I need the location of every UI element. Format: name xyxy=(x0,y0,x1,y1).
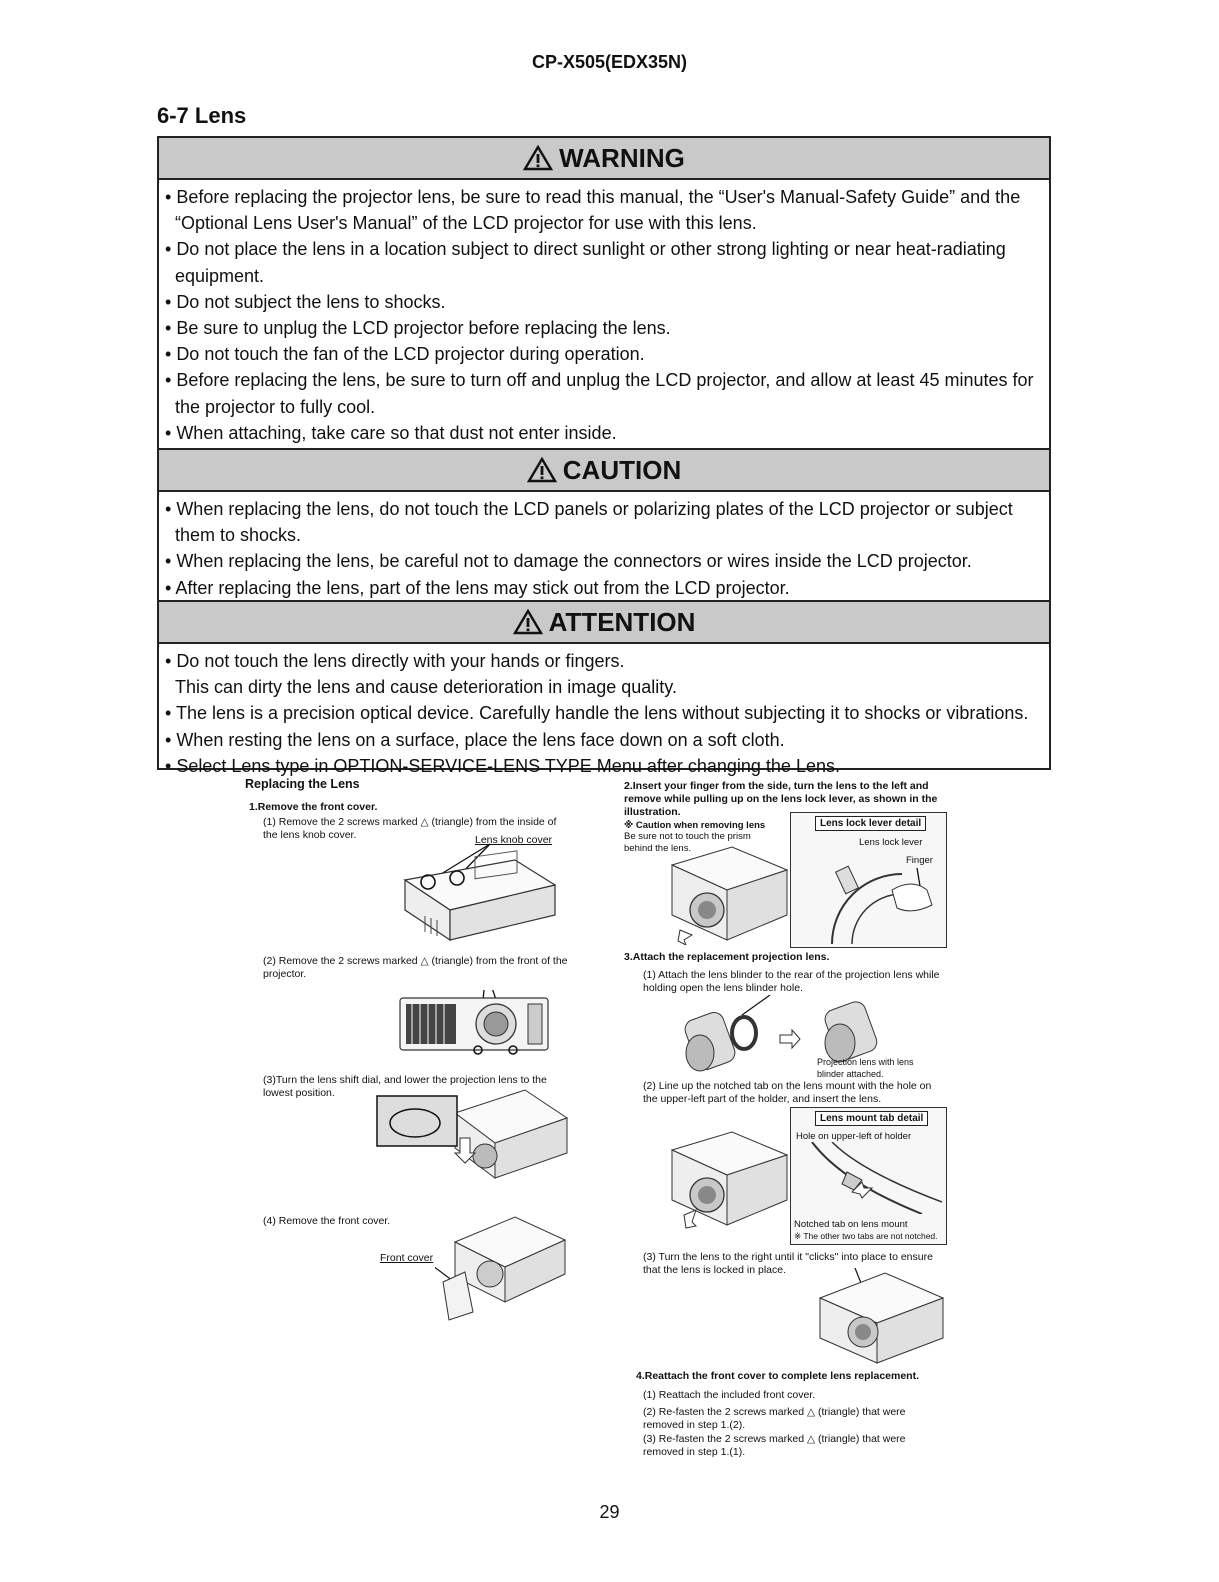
warning-title: WARNING xyxy=(559,143,685,173)
warning-item: • Before replacing the lens, be sure to turn off and unplug the LCD projector, and allow at least 45 minutes for the projector to fully cool. xyxy=(165,367,1043,419)
warning-item: • Do not touch the fan of the LCD projector during operation. xyxy=(165,341,1043,367)
caution-header xyxy=(159,448,1049,492)
lens-lock-detail-tag: Lens lock lever detail xyxy=(815,816,926,831)
step-4-1-text: (1) Reattach the included front cover. xyxy=(643,1389,816,1401)
warning-header xyxy=(159,138,1049,180)
step-1-3-text: (3)Turn the lens shift dial, and lower the projection lens to the lowest position. xyxy=(263,1074,547,1099)
attention-triangle-icon xyxy=(513,609,543,635)
attention-list xyxy=(159,644,1049,781)
step-3-heading: 3.Attach the replacement projection lens. xyxy=(624,951,830,963)
attention-item: • The lens is a precision optical device. Carefully handle the lens without subjecting it to shocks or vibrations. xyxy=(165,700,1043,726)
attention-item: • When resting the lens on a surface, place the lens face down on a soft cloth. xyxy=(165,727,1043,753)
front-cover-removal-illustration xyxy=(435,1212,570,1324)
attention-item: • Select Lens type in OPTION-SERVICE-LENS TYPE Menu after changing the Lens. xyxy=(165,753,1043,779)
lens-lock-lever-label: Lens lock lever xyxy=(859,837,923,848)
step-2-caution: ※ Caution when removing lens xyxy=(624,820,766,831)
step-3-1-text: (1) Attach the lens blinder to the rear of the projection lens while holding open the lens blinder hole. xyxy=(643,969,940,994)
caution-item: • When replacing the lens, be careful not to damage the connectors or wires inside the LCD projector. xyxy=(165,548,1043,574)
hole-label: Hole on upper-left of holder xyxy=(796,1131,912,1142)
caution-triangle-icon xyxy=(527,457,557,483)
step-4-2-text: (2) Re-fasten the 2 screws marked △ (triangle) that were removed in step 1.(2). xyxy=(643,1406,906,1431)
lens-lock-illustration xyxy=(815,1268,947,1366)
step-1-1-text: (1) Remove the 2 screws marked △ (triangle) from the inside of the lens knob cover. xyxy=(263,816,557,841)
notched-tab-label: Notched tab on lens mount xyxy=(794,1219,908,1230)
warning-triangle-icon xyxy=(523,145,553,171)
lens-mount-detail-tag: Lens mount tab detail xyxy=(815,1111,928,1126)
step-1-4-text: (4) Remove the front cover. xyxy=(263,1215,391,1227)
step-4-heading: 4.Reattach the front cover to complete lens replacement. xyxy=(636,1370,919,1382)
warning-item: • Do not place the lens in a location subject to direct sunlight or other strong lighting or near heat-radiating equipment. xyxy=(165,236,1043,288)
blinder-note: Projection lens with lens blinder attached. xyxy=(817,1057,914,1079)
lens-knob-cover-label: Lens knob cover xyxy=(475,834,553,846)
lens-removal-illustration xyxy=(662,845,792,945)
lens-mount-detail-illustration xyxy=(792,1142,942,1214)
attention-title: ATTENTION xyxy=(548,607,696,637)
front-cover-label: Front cover xyxy=(380,1252,434,1264)
warning-item: • When attaching, take care so that dust not enter inside. xyxy=(165,420,1043,446)
finger-label: Finger xyxy=(906,855,933,866)
notched-tab-note: ※ The other two tabs are not notched. xyxy=(794,1231,938,1241)
lens-shift-dial-illustration xyxy=(375,1088,570,1183)
warning-item: • Before replacing the projector lens, be sure to read this manual, the “User's Manual-Safety Guide” and the “Optional Lens User's Manual” of the LCD projector for use with this lens. xyxy=(165,184,1043,236)
warning-box xyxy=(157,136,1051,776)
step-3-3-text: (3) Turn the lens to the right until it "clicks" into place to ensure that the lens is locked in place. xyxy=(643,1251,933,1276)
step-4-3-text: (3) Re-fasten the 2 screws marked △ (triangle) that were removed in step 1.(1). xyxy=(643,1433,906,1458)
step-1-2-text: (2) Remove the 2 screws marked △ (triangle) from the front of the projector. xyxy=(263,955,568,980)
step-3-2-text: (2) Line up the notched tab on the lens mount with the hole on the upper-left part of the holder, and insert the lens. xyxy=(643,1080,932,1105)
lens-lock-detail-illustration xyxy=(792,850,942,944)
step-2-caution-text: Be sure not to touch the prism behind the lens. xyxy=(624,831,751,854)
caution-list xyxy=(159,492,1049,600)
step-2-heading: 2.Insert your finger from the side, turn the lens to the left and remove while pulling up on the lens lock lever, as shown in the illustration. xyxy=(624,780,938,818)
projector-top-illustration xyxy=(395,840,560,945)
attention-item: • Do not touch the lens directly with your hands or fingers. This can dirty the lens and cause deterioration in image quality. xyxy=(165,648,1043,700)
procedure-title: Replacing the Lens xyxy=(245,777,360,791)
attention-header xyxy=(159,600,1049,644)
caution-title: CAUTION xyxy=(562,455,682,485)
lens-insert-illustration xyxy=(662,1130,792,1230)
step-1-heading: 1.Remove the front cover. xyxy=(249,801,378,813)
caution-item: • After replacing the lens, part of the lens may stick out from the LCD projector. xyxy=(165,575,1043,601)
document-header: CP-X505(EDX35N) xyxy=(531,52,688,72)
projector-front-illustration xyxy=(398,990,553,1060)
section-title: 6-7 Lens xyxy=(157,103,247,128)
warning-item: • Be sure to unplug the LCD projector before replacing the lens. xyxy=(165,315,1043,341)
warning-item: • Do not subject the lens to shocks. xyxy=(165,289,1043,315)
page-number: 29 xyxy=(599,1502,620,1522)
caution-item: • When replacing the lens, do not touch the LCD panels or polarizing plates of the LCD projector or subject them to shocks. xyxy=(165,496,1043,548)
warning-list xyxy=(159,180,1049,448)
